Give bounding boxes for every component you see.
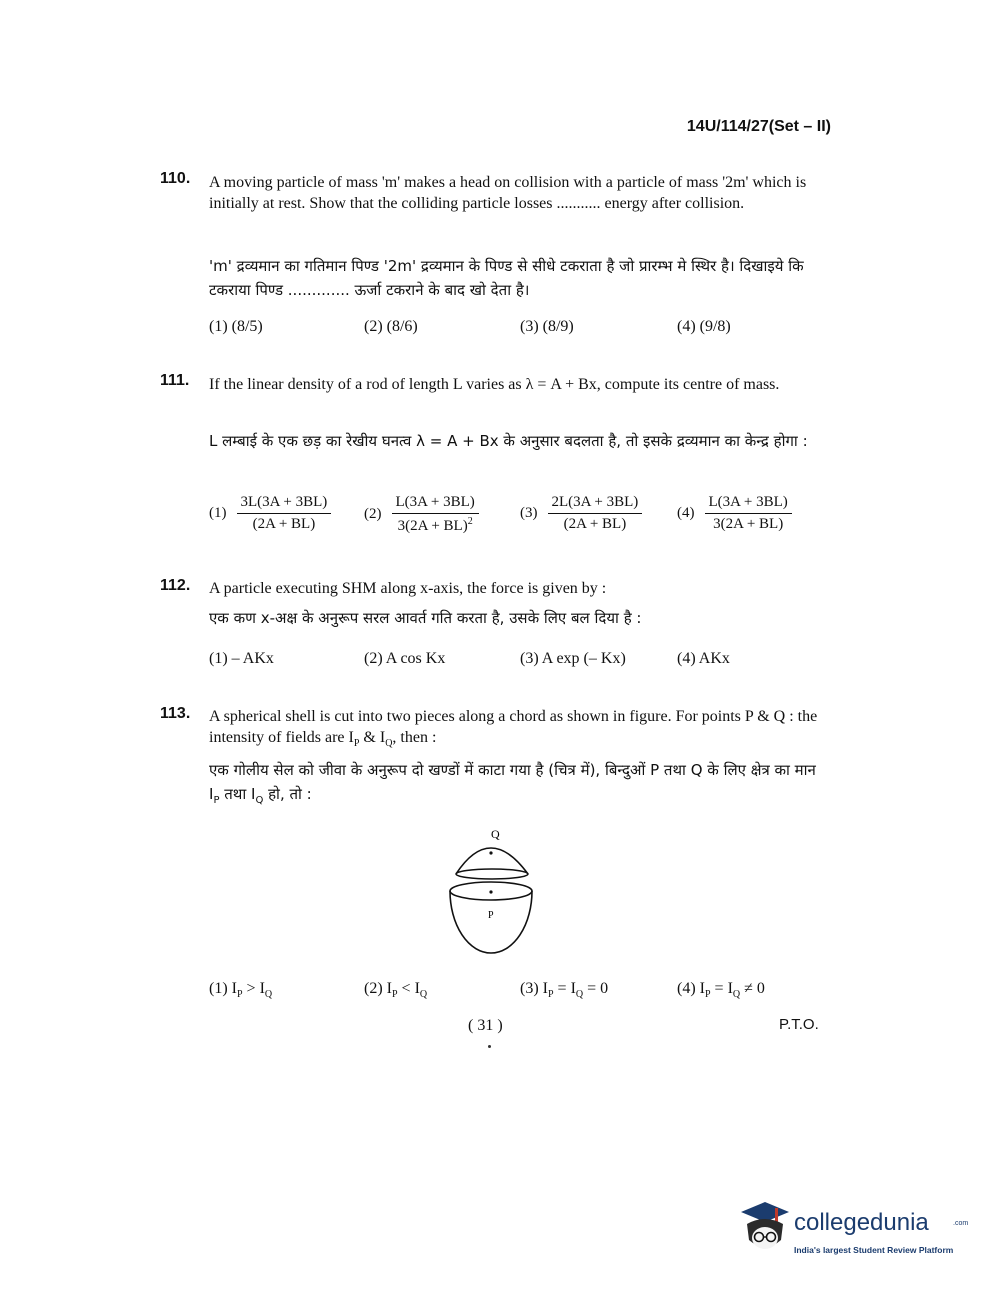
scan-speck xyxy=(488,1045,491,1048)
figure-label-p: P xyxy=(488,910,494,921)
upper-cap-rim xyxy=(456,869,528,879)
point-q-dot xyxy=(489,851,492,854)
question-110-english: A moving particle of mass 'm' makes a head on collision with a particle of mass '2m' which is initially at rest. Show that the colliding particle losses ........... energy after collision. xyxy=(209,174,807,212)
question-112-option-1: (1) – AKx xyxy=(209,650,274,667)
question-111-option-2: (2) $\frac{L(3A + 3BL)}{3(2A + BL)^2}$ xyxy=(364,494,479,535)
question-113-english: A spherical shell is cut into two pieces along a chord as shown in figure. For points P & Q : the intensity of fields are $I_P$ & $I_Q$, then : xyxy=(209,708,818,750)
question-110-option-4: (4) (9/8) xyxy=(677,318,731,335)
question-113-option-3: (3) $I_P = I_Q = 0$ xyxy=(520,980,609,1001)
question-112-option-3: (3) A exp (– Kx) xyxy=(520,650,626,667)
spherical-shell-figure xyxy=(430,822,560,972)
question-113-hindi: एक गोलीय सेल को जीवा के अनुरूप दो खण्डों में काटा गया है (चित्र में), बिन्दुओं P तथा Q के लिए क्षेत्र का मान $I_P$ तथा $I_Q$ हो, तो : xyxy=(209,761,816,806)
watermark-tagline: India's largest Student Review Platform xyxy=(794,1245,954,1255)
question-111-english: If the linear density of a rod of length L varies as λ = A + Bx, compute its centre of mass. xyxy=(209,376,780,393)
question-111-hindi: L लम्बाई के एक छड़ का रेखीय घनत्व λ = A + Bx के अनुसार बदलता है, तो इसके द्रव्यमान का केन्द्र होगा : xyxy=(209,432,808,450)
watermark-brand: collegedunia xyxy=(794,1209,929,1236)
page-header-code: 14U/114/27(Set – II) xyxy=(686,118,831,135)
watermark-brand-suffix: .com xyxy=(953,1220,969,1227)
question-113-option-4: (4) $I_P = I_Q \ne 0$ xyxy=(677,980,765,1001)
question-112-option-4: (4) AKx xyxy=(677,650,730,667)
question-110-option-1: (1) (8/5) xyxy=(209,318,263,335)
collegedunia-mascot-icon xyxy=(735,1196,793,1258)
figure-label-q: Q xyxy=(491,827,500,841)
question-110-option-2: (2) (8/6) xyxy=(364,318,418,335)
question-112-english: A particle executing SHM along x-axis, the force is given by : xyxy=(209,580,607,597)
page-number: ( 31 ) xyxy=(468,1017,503,1034)
question-112-hindi: एक कण x-अक्ष के अनुरूप सरल आवर्त गति करता है, उसके लिए बल दिया है : xyxy=(209,609,642,627)
question-110-number: 110. xyxy=(160,170,191,187)
pto-marker: P.T.O. xyxy=(779,1016,819,1033)
question-113-number: 113. xyxy=(160,705,191,722)
question-111-option-1: (1) $\frac{3L(3A + 3BL)}{(2A + BL)}$ xyxy=(209,494,331,533)
question-112-option-2: (2) A cos Kx xyxy=(364,650,446,667)
question-111-number: 111. xyxy=(160,372,190,389)
question-112-number: 112. xyxy=(160,577,191,594)
question-111-option-3: (3) $\frac{2L(3A + 3BL)}{(2A + BL)}$ xyxy=(520,494,642,533)
question-113-option-1: (1) $I_P > I_Q$ xyxy=(209,980,273,1001)
question-110-option-3: (3) (8/9) xyxy=(520,318,574,335)
question-110-hindi: 'm' द्रव्यमान का गतिमान पिण्ड '2m' द्रव्यमान के पिण्ड से सीधे टकराता है जो प्रारम्भ मे स्थिर है। दिखाइये कि टकराया पिण्ड ............. ऊर्जा टकराने के बाद खो देता है। xyxy=(209,257,804,299)
question-113-option-2: (2) $I_P < I_Q$ xyxy=(364,980,428,1001)
question-111-option-4: (4) $\frac{L(3A + 3BL)}{3(2A + BL)}$ xyxy=(677,494,792,533)
point-p-dot xyxy=(489,890,492,893)
